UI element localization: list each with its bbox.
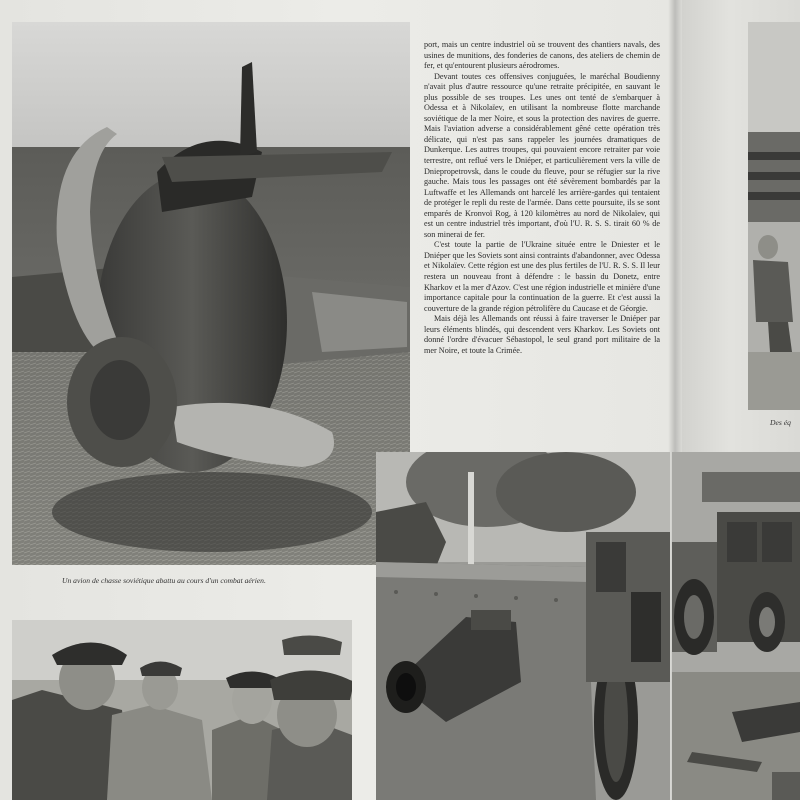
article-paragraph: Devant toutes ces offensives conjuguées, le maréchal Boudienny n'avait plus d'autre ressource qu'une retraite précipitée, en sauvant le plus possible de ses troupes. Les unes ont tenté de s'embarquer à Odessa et à Nikolaïev, en utilisant la nombreuse flotte marchande soviétique de la mer Noire, et sous la protection des navires de guerre. Mais l'aviation adverse a considérablement gêné cette opération très délicate, qui n'est pas sans rappeler les journées dramatiques de Dunkerque. Les autres troupes, qui pouvaient encore retraiter par voie terrestre, ont reflué vers le Dniéper, et particulièrement vers la ville de Dniepropetrovsk, dans le coude du fleuve, pour se réfugier sur la rive gauche. Mais tous les passages ont été sévèrement bombardés par la Luftwaffe et les Allemands ont harcelé les arrière-gardes qui tentaient de protéger le repli du reste de l'armée. Dans cette poursuite, ils se sont emparés de Kronvoï Rog, à 120 kilomètres au nord de Nikolaïev, qui est un centre industriel très important, d'où l'U. R. S. S. tirait 60 % de son minerai de fer. bbox=[424, 71, 660, 239]
photo-wrecked-truck bbox=[672, 452, 800, 800]
article-paragraph: port, mais un centre industriel où se trouvent des chantiers navals, des usines de munitions, des fonderies de canons, des ateliers de chemin de fer, et qu'entourent plusieurs aérodromes. bbox=[424, 40, 660, 71]
photo-field-cannon bbox=[376, 452, 670, 800]
photo-downed-fighter-plane bbox=[12, 22, 410, 565]
article-paragraph: Mais déjà les Allemands ont réussi à faire traverser le Dniéper par leurs éléments blindés, qui descendent vers Kharkov. Les Soviets ont donné l'ordre d'évacuer Sébastopol, le seul grand port militaire de la mer Noire, et toute la Crimée. bbox=[424, 314, 660, 355]
caption-downed-plane: Un avion de chasse soviétique abattu au cours d'un combat aérien. bbox=[62, 576, 266, 585]
article-paragraph: C'est toute la partie de l'Ukraine située entre le Dniester et le Dniéper que les Soviets sont ainsi contraints d'abandonner, avec Odessa et Nikolaïev. Cette région est une des plus fertiles de l'U. R. S. S. Il leur restera un nouveau front à défendre : le bassin du Donetz, entre Kharkov et la mer d'Azov. C'est une région industrielle et minière d'une importance capitale pour la continuation de la guerre. Et c'est aussi la couverture de la grande région pétrolifère du Caucase et de Géorgie. bbox=[424, 240, 660, 313]
photo-officers-group bbox=[12, 620, 352, 800]
caption-right-page: Des éq bbox=[770, 418, 791, 427]
article-text-column bbox=[424, 40, 660, 356]
photo-soldiers-right-page bbox=[748, 22, 800, 410]
